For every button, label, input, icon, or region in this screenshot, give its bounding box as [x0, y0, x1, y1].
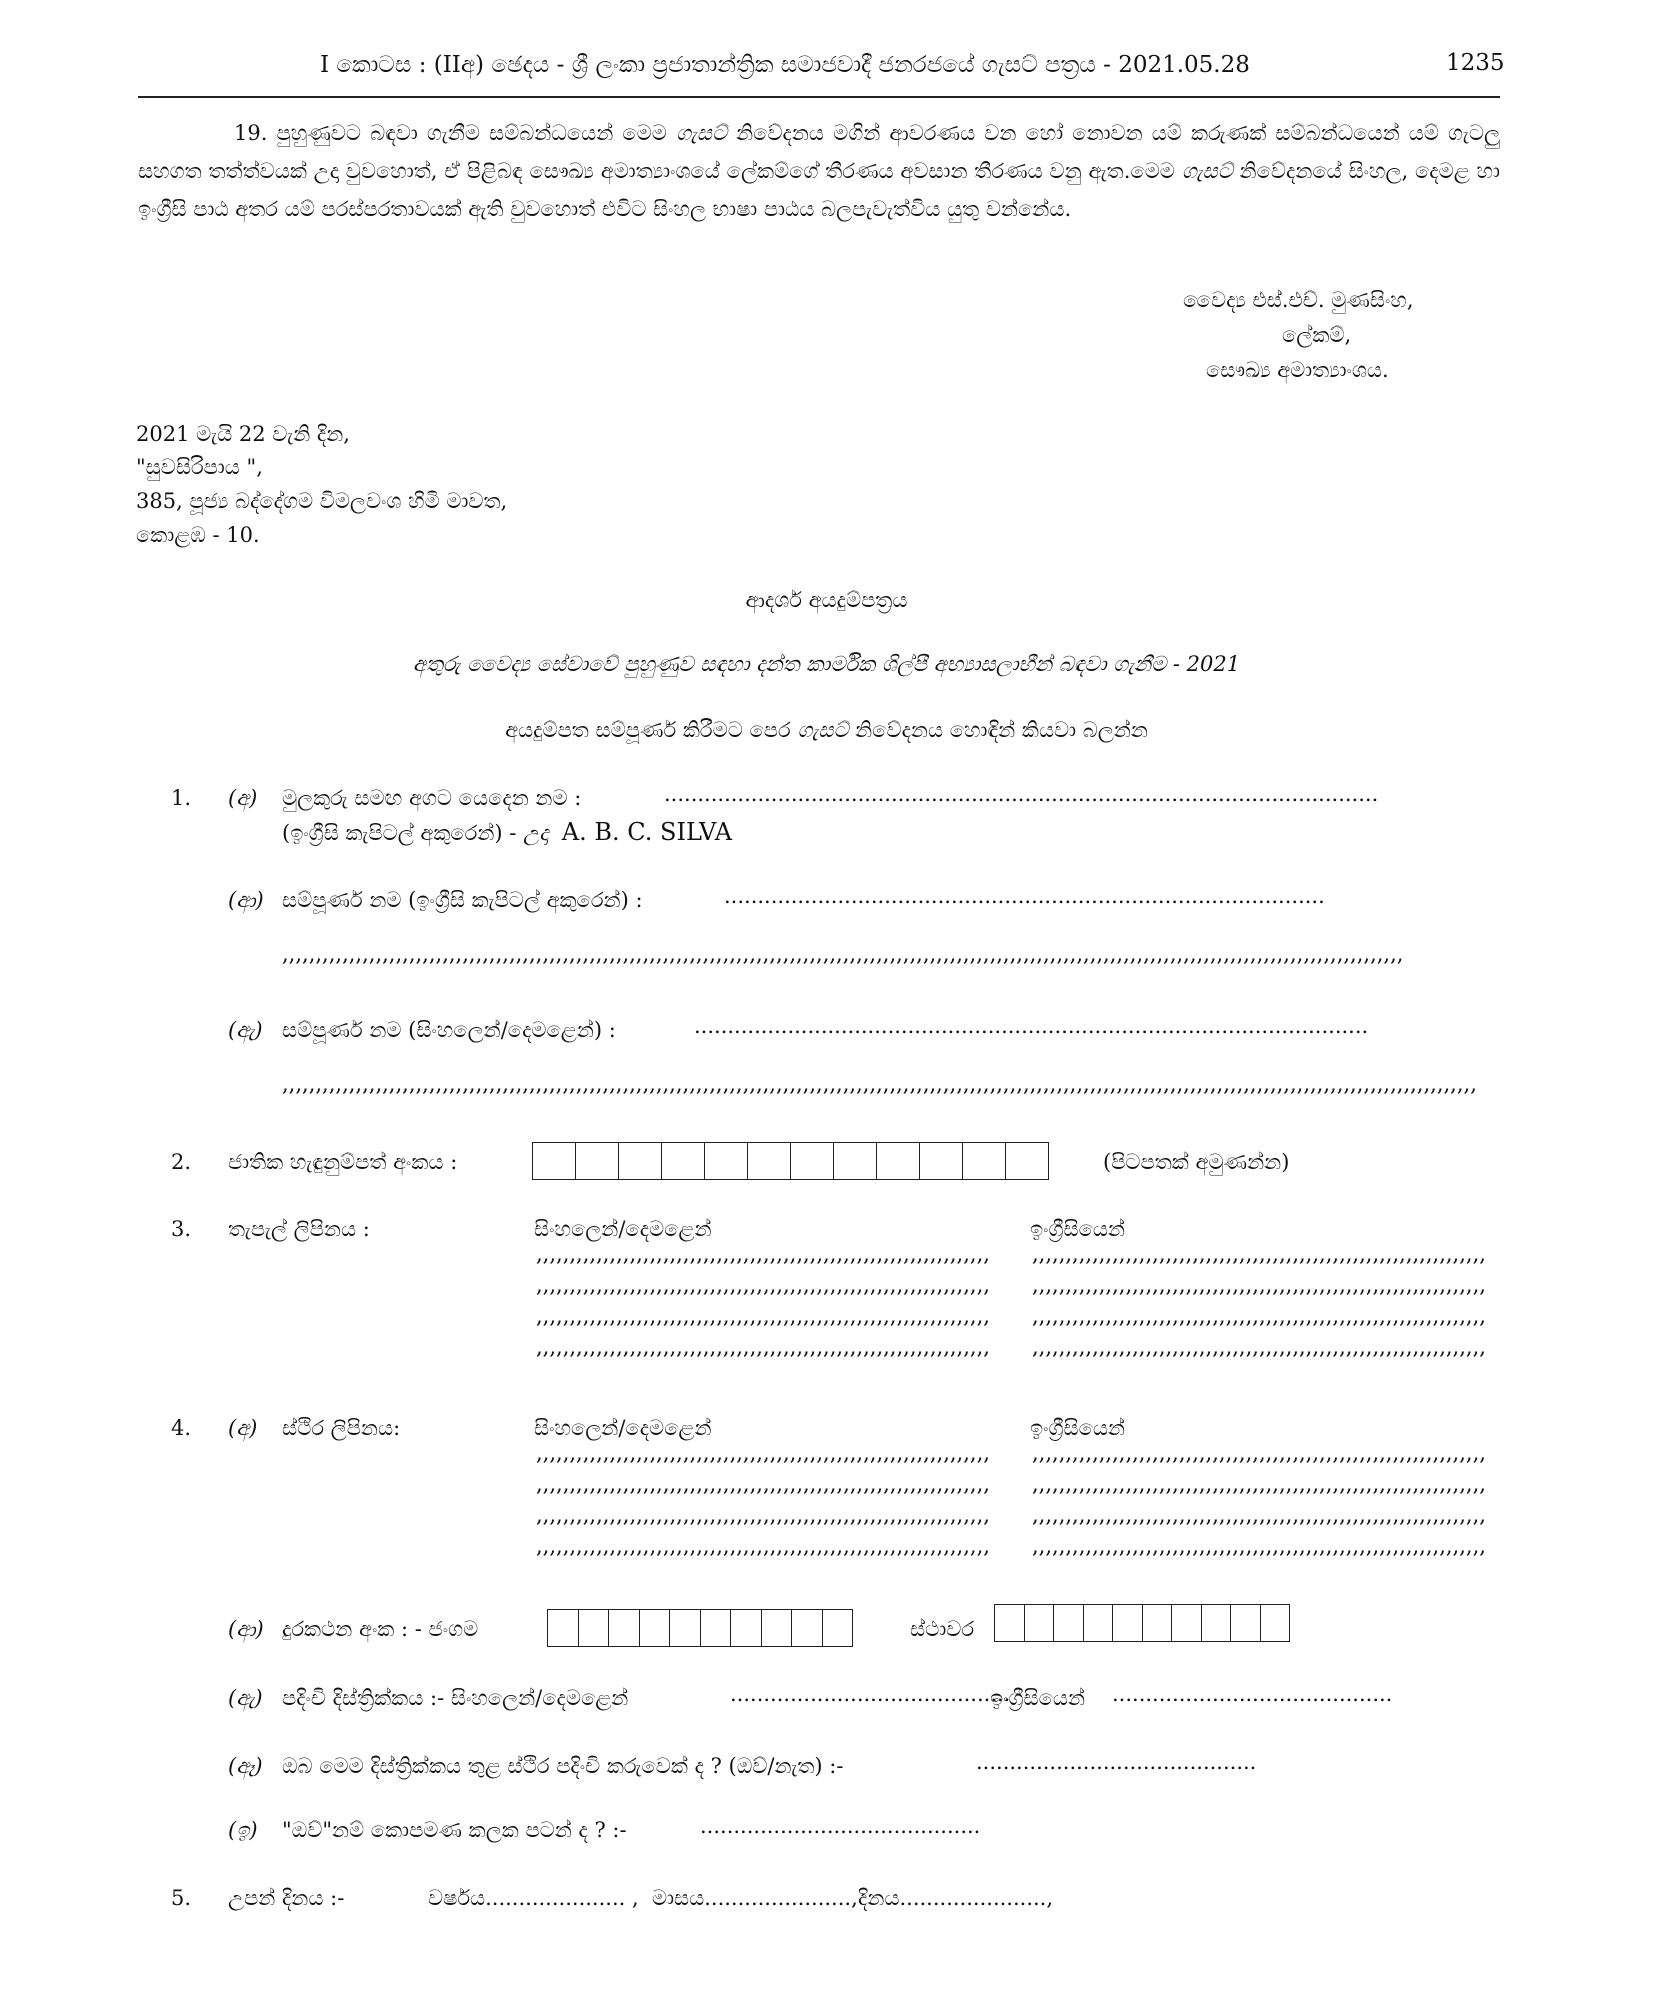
q4a-col-english: ඉංග්‍රීසියෙන් [1030, 1416, 1126, 1440]
q1a-text: මුලකුරු සමඟ අගට යෙදෙන නම : [282, 786, 582, 810]
q4c-sinhala-fill[interactable]: .......................................... [730, 1682, 1011, 1706]
q3-col-sinhala: සිංහලෙන්/දෙමළෙන් [534, 1217, 712, 1241]
q1c-label: (ඇ) [228, 1018, 263, 1042]
landline-number-boxes[interactable] [994, 1604, 1290, 1642]
signatory-name: වෛද්‍ය එස්.එච්. මුණසිංහ, [1183, 288, 1414, 312]
gazette-word: ගැසට් [675, 121, 728, 145]
mobile-digit-box[interactable] [731, 1610, 762, 1646]
mobile-digit-box[interactable] [579, 1610, 610, 1646]
nic-digit-box[interactable] [619, 1143, 662, 1179]
mobile-digit-box[interactable] [548, 1610, 579, 1646]
address-building: "සුවසිරිපාය ", [136, 455, 263, 479]
q2-number: 2. [171, 1150, 192, 1174]
mobile-digit-box[interactable] [762, 1610, 793, 1646]
nic-digit-box[interactable] [834, 1143, 877, 1179]
q4c-english-label: ඉංග්‍රීසියෙන් [990, 1686, 1086, 1710]
q3-text: තැපැල් ලිපිනය : [228, 1217, 370, 1241]
q2-text: ජාතික හැඳුනුම්පත් අංකය : [228, 1150, 458, 1174]
q4a-english-line[interactable]: ,,,,,,,,,,,,,,,,,,,,,,,,,,,,,,,,,,,,,,,,,,,,,,,,,,,,,,,,,,,,,,,,,,,, [1032, 1472, 1486, 1496]
address-date: 2021 මැයි 22 වැනි දින, [136, 422, 350, 446]
name-example: A. B. C. SILVA [561, 818, 733, 846]
q1b-fill-line[interactable]: .......................................................................................... [724, 884, 1325, 908]
nic-digit-box[interactable] [705, 1143, 748, 1179]
q1c-text: සම්පූර්ණ නම (සිංහලෙන්/දෙමළෙන්) : [282, 1018, 616, 1042]
landline-digit-box[interactable] [1172, 1605, 1202, 1641]
nic-digit-box[interactable] [662, 1143, 705, 1179]
mobile-digit-box[interactable] [609, 1610, 640, 1646]
nic-digit-box[interactable] [920, 1143, 963, 1179]
q4c-text: පදිංචි දිස්ත්‍රික්කය :- සිංහලෙන්/දෙමළෙන් [282, 1686, 629, 1710]
q3-sinhala-line[interactable]: ,,,,,,,,,,,,,,,,,,,,,,,,,,,,,,,,,,,,,,,,,,,,,,,,,,,,,,,,,,,,,,,,,,,, [536, 1273, 990, 1297]
form-title: ආදර්ශ අයදුම්පත්‍රය [745, 588, 908, 612]
gazette-header-title: I කොටස : (IIඅ) ඡෙදය - ශ්‍රී ලංකා ප්‍රජාතාන්ත්‍රික සමාජවාදී ජනරජයේ ගැසට් පත්‍රය - 2021.05.28 [320, 52, 1250, 78]
nic-digit-box[interactable] [1006, 1143, 1048, 1179]
q1b-fill-line-2[interactable]: ,,,,,,,,,,,,,,,,,,,,,,,,,,,,,,,,,,,,,,,,,,,,,,,,,,,,,,,,,,,,,,,,,,,,,,,,,,,,,,,,,,,,,,,,,,,,,,,,,,,,,,,,,,,,,,,,,,,,,,,,,,,,,,,,,,,,,,,,,,,,,,,,,,,,,,,,,,,,,,,,,,,,,,,, [282, 942, 1404, 966]
q4b-fixed-label: ස්ථාවර [910, 1617, 975, 1641]
q4a-col-sinhala: සිංහලෙන්/දෙමළෙන් [534, 1416, 712, 1440]
q4d-label: (ඈ) [228, 1754, 263, 1778]
form-subtitle: අතුරු වෛද්‍ය සේවාවේ පුහුණුව සඳහා දන්ත කාර්මික ශිල්පී අභ්‍යාසලාභීන් බඳවා ගැනීම - 2021 [412, 652, 1241, 676]
q3-sinhala-line[interactable]: ,,,,,,,,,,,,,,,,,,,,,,,,,,,,,,,,,,,,,,,,,,,,,,,,,,,,,,,,,,,,,,,,,,,, [536, 1304, 990, 1328]
mobile-number-boxes[interactable] [547, 1609, 853, 1647]
q4e-fill[interactable]: .......................................... [700, 1814, 981, 1838]
signatory-ministry: සෞඛ්‍ය අමාත්‍යාංශය. [1206, 358, 1389, 382]
address-city: කොළඹ - 10. [136, 523, 260, 547]
mobile-digit-box[interactable] [823, 1610, 853, 1646]
nic-digit-box[interactable] [791, 1143, 834, 1179]
q4a-sinhala-line[interactable]: ,,,,,,,,,,,,,,,,,,,,,,,,,,,,,,,,,,,,,,,,,,,,,,,,,,,,,,,,,,,,,,,,,,,, [536, 1503, 990, 1527]
nic-number-boxes[interactable] [532, 1142, 1049, 1180]
q5-number: 5. [171, 1886, 192, 1910]
nic-digit-box[interactable] [748, 1143, 791, 1179]
q1b-text: සම්පූර්ණ නම (ඉංග්‍රීසි කැපිටල් අකුරෙන්) : [282, 888, 643, 912]
landline-digit-box[interactable] [1113, 1605, 1143, 1641]
header-rule [138, 96, 1500, 98]
q3-english-line[interactable]: ,,,,,,,,,,,,,,,,,,,,,,,,,,,,,,,,,,,,,,,,,,,,,,,,,,,,,,,,,,,,,,,,,,,, [1032, 1273, 1486, 1297]
dob-year[interactable]: වර්ෂය..................... , [428, 1886, 639, 1910]
q3-col-english: ඉංග්‍රීසියෙන් [1030, 1217, 1126, 1241]
signatory-role: ලේකම්, [1282, 323, 1352, 347]
q4d-text: ඔබ මෙම දිස්ත්‍රික්කය තුළ ස්ථිර පදිංචි කරුවෙක් ද ? (ඔව්/නැත) :- [282, 1754, 844, 1778]
landline-digit-box[interactable] [995, 1605, 1025, 1641]
q4a-sinhala-line[interactable]: ,,,,,,,,,,,,,,,,,,,,,,,,,,,,,,,,,,,,,,,,,,,,,,,,,,,,,,,,,,,,,,,,,,,, [536, 1472, 990, 1496]
mobile-digit-box[interactable] [792, 1610, 823, 1646]
q1a-label: (අ) [228, 786, 258, 810]
landline-digit-box[interactable] [1261, 1605, 1290, 1641]
q4e-label: (ඉ) [228, 1818, 258, 1842]
q1-number: 1. [171, 786, 192, 810]
q4a-label: (අ) [228, 1416, 258, 1440]
q1a-fill-line[interactable]: ........................................................................................................... [664, 782, 1379, 806]
landline-digit-box[interactable] [1025, 1605, 1055, 1641]
q5-text: උපන් දිනය :- [228, 1886, 345, 1910]
q2-note: (පිටපතක් අමුණන්න) [1103, 1150, 1290, 1174]
mobile-digit-box[interactable] [640, 1610, 671, 1646]
q4c-label: (ඇ) [228, 1686, 263, 1710]
q4b-text: දුරකථන අංක : - ජංගම [282, 1617, 479, 1641]
q3-english-line[interactable]: ,,,,,,,,,,,,,,,,,,,,,,,,,,,,,,,,,,,,,,,,,,,,,,,,,,,,,,,,,,,,,,,,,,,, [1032, 1242, 1486, 1266]
q3-sinhala-line[interactable]: ,,,,,,,,,,,,,,,,,,,,,,,,,,,,,,,,,,,,,,,,,,,,,,,,,,,,,,,,,,,,,,,,,,,, [536, 1242, 990, 1266]
q4e-text: "ඔව්"නම් කොපමණ කලක පටන් ද ? :- [282, 1818, 627, 1842]
dob-month[interactable]: මාසය......................, [652, 1886, 858, 1910]
nic-digit-box[interactable] [576, 1143, 619, 1179]
q3-sinhala-line[interactable]: ,,,,,,,,,,,,,,,,,,,,,,,,,,,,,,,,,,,,,,,,,,,,,,,,,,,,,,,,,,,,,,,,,,,, [536, 1335, 990, 1359]
q3-english-line[interactable]: ,,,,,,,,,,,,,,,,,,,,,,,,,,,,,,,,,,,,,,,,,,,,,,,,,,,,,,,,,,,,,,,,,,,, [1032, 1335, 1486, 1359]
landline-digit-box[interactable] [1143, 1605, 1173, 1641]
landline-digit-box[interactable] [1231, 1605, 1261, 1641]
q3-number: 3. [171, 1217, 192, 1241]
q1c-fill-line[interactable]: ..................................................................................................... [694, 1014, 1369, 1038]
nic-digit-box[interactable] [877, 1143, 920, 1179]
page-number: 1235 [1446, 50, 1505, 76]
q4a-text: ස්ථිර ලිපිනය: [282, 1416, 401, 1440]
q4a-english-line[interactable]: ,,,,,,,,,,,,,,,,,,,,,,,,,,,,,,,,,,,,,,,,,,,,,,,,,,,,,,,,,,,,,,,,,,,, [1032, 1441, 1486, 1465]
form-instruction: අයදුම්පත සම්පූර්ණ කිරීමට පෙර ගැසට් නිවේදනය හොඳින් කියවා බලන්න [505, 718, 1148, 742]
mobile-digit-box[interactable] [701, 1610, 732, 1646]
q4d-fill[interactable]: .......................................... [976, 1750, 1257, 1774]
q4a-english-line[interactable]: ,,,,,,,,,,,,,,,,,,,,,,,,,,,,,,,,,,,,,,,,,,,,,,,,,,,,,,,,,,,,,,,,,,,, [1032, 1534, 1486, 1558]
landline-digit-box[interactable] [1054, 1605, 1084, 1641]
landline-digit-box[interactable] [1084, 1605, 1114, 1641]
landline-digit-box[interactable] [1202, 1605, 1232, 1641]
nic-digit-box[interactable] [963, 1143, 1006, 1179]
q4a-sinhala-line[interactable]: ,,,,,,,,,,,,,,,,,,,,,,,,,,,,,,,,,,,,,,,,,,,,,,,,,,,,,,,,,,,,,,,,,,,, [536, 1534, 990, 1558]
q4a-sinhala-line[interactable]: ,,,,,,,,,,,,,,,,,,,,,,,,,,,,,,,,,,,,,,,,,,,,,,,,,,,,,,,,,,,,,,,,,,,, [536, 1441, 990, 1465]
mobile-digit-box[interactable] [670, 1610, 701, 1646]
clause-19-paragraph: 19. පුහුණුවට බඳවා ගැනීම සම්බන්ධයෙන් මෙම ගැසට් නිවේදනය මගින් ආවරණය වන හෝ නොවන යම් කරුණක් සම්බන්ධයෙන් යම් ගැටලු සහගත තත්ත්වයක් උදා වුවහොත්, ඒ පිළිබඳ සෞඛ්‍ය අමාත්‍යාංශයේ ලේකම්ගේ තීරණය අවසාන තීරණය වනු ඇත.මෙම ගැසට් නිවේදනයේ සිංහල, දෙමළ හා ඉංග්‍රීසි පාඨ අතර යම් පරස්පරතාවයක් ඇති වුවහොත් එවිට සිංහල භාෂා පාඨය බලපැවැත්විය යුතු වන්නේය. [138, 121, 1501, 221]
q3-english-line[interactable]: ,,,,,,,,,,,,,,,,,,,,,,,,,,,,,,,,,,,,,,,,,,,,,,,,,,,,,,,,,,,,,,,,,,,, [1032, 1304, 1486, 1328]
dob-day[interactable]: දිනය......................, [858, 1886, 1054, 1910]
q1b-label: (ආ) [228, 888, 264, 912]
q1a-subtext: (ඉංග්‍රීසි කැපිටල් අකුරෙන්) - උදා A. B. C. SILVA [282, 818, 733, 846]
q1c-fill-line-2[interactable]: ,,,,,,,,,,,,,,,,,,,,,,,,,,,,,,,,,,,,,,,,,,,,,,,,,,,,,,,,,,,,,,,,,,,,,,,,,,,,,,,,,,,,,,,,,,,,,,,,,,,,,,,,,,,,,,,,,,,,,,,,,,,,,,,,,,,,,,,,,,,,,,,,,,,,,,,,,,,,,,,,,,,,,,,,,,,,,,,,,,, [282, 1072, 1477, 1096]
gazette-word: ගැසට් [1181, 159, 1233, 183]
q4b-label: (ආ) [228, 1617, 264, 1641]
q4a-english-line[interactable]: ,,,,,,,,,,,,,,,,,,,,,,,,,,,,,,,,,,,,,,,,,,,,,,,,,,,,,,,,,,,,,,,,,,,, [1032, 1503, 1486, 1527]
address-street: 385, පූජ්‍ය බද්දේගම විමලවංශ හිමි මාවත, [136, 489, 508, 513]
q4-number: 4. [171, 1416, 192, 1440]
q4c-english-fill[interactable]: .......................................... [1112, 1682, 1393, 1706]
nic-digit-box[interactable] [533, 1143, 576, 1179]
